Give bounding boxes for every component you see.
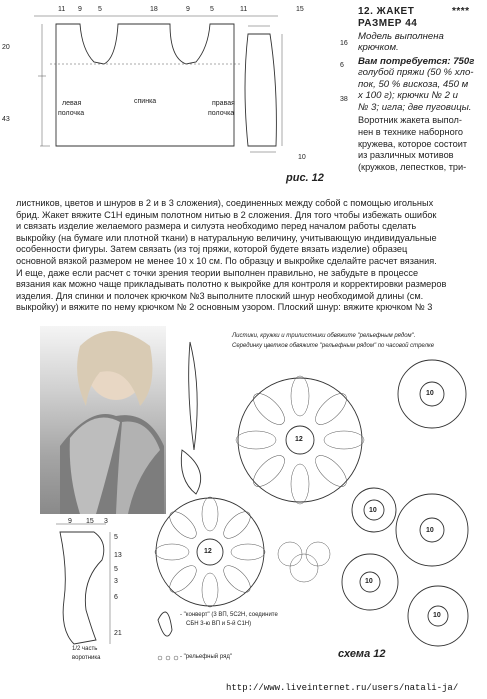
difficulty-stars: **** <box>452 6 470 17</box>
collar-label-1: 1/2 часть <box>72 646 98 652</box>
body-line: вязания как можно чаще прикладывать полотно к выкройке для контроля и корректировки размеров <box>16 279 447 290</box>
collar-dim-top-0: 9 <box>68 518 72 525</box>
body-line: выкройку (на бумаге или плотной ткани) в натуральную величину, учитывающую индивидуальные <box>16 232 437 243</box>
scheme-note-2: Серединку цветков обвяжите "рельефным рядом" по часовой стрелке <box>232 343 435 349</box>
figure-label: рис. 12 <box>286 172 324 184</box>
body-line: особенности фигуры. Затем связать (из тој пряжи, которой будете вязать изделие) образец <box>16 244 408 255</box>
instructions-body <box>16 198 482 314</box>
motif-number: 12 <box>204 548 212 555</box>
legend-convert-2: СБН 3-ю ВП и 5-й С1Н) <box>186 621 252 627</box>
trefoil-1 <box>278 542 330 582</box>
collar-dim-right-3: 3 <box>114 578 118 585</box>
legend-relief: - "рельефный ряд" <box>180 654 232 660</box>
motif-number: 10 <box>365 578 373 585</box>
motif-number: 10 <box>426 527 434 534</box>
motif-number: 10 <box>433 612 441 619</box>
motif-number: 12 <box>295 436 303 443</box>
dim-left-1: 43 <box>2 116 10 123</box>
materials-line: х 100 г); крючки № 2 и <box>358 90 458 102</box>
crochet-scheme <box>138 330 484 680</box>
materials-line: № 3; игла; две пуговицы. <box>358 101 472 113</box>
dim-top-3: 18 <box>150 6 158 13</box>
body-line: основной вязкой размером не менее 10 х 10 см. По образцу и выкройке сделайте расчет вязания. <box>16 255 437 266</box>
legend-convert-1: - "конверт" (3 ВП, 5С2Н, соедините <box>180 612 278 618</box>
collar-line: (кружков, лепестков, три- <box>358 162 467 173</box>
dim-top-6: 11 <box>240 6 248 13</box>
body-line: брид. Жакет вяжите С1Н единым полотном нитью в 2 сложения. Для того чтобы избежать ошибок <box>16 209 437 220</box>
body-line: изделия. Для спинки и полочек крючком №3 выполните плоский шнур необходимой длины (см. <box>16 290 424 301</box>
collar-dim-right-5: 21 <box>114 630 122 637</box>
collar-dim-top-2: 3 <box>104 518 108 525</box>
dim-top-1: 9 <box>78 6 82 13</box>
dim-top-0: 11 <box>58 6 66 13</box>
collar-line: из различных мотивов <box>358 150 454 161</box>
body-line: и связать изделие желаемого размера и силуэта необходимо перед началом работы сделать <box>16 221 417 232</box>
sleeve-dim-2: 6 <box>340 62 344 69</box>
collar-label-2: воротника <box>72 655 101 661</box>
body-line: И еще, даже если расчет с точки зрения теории выполнен правильно, не забудьте в процессе <box>16 267 419 278</box>
sleeve-dim-4: 10 <box>298 154 306 161</box>
dim-left-0: 20 <box>2 44 10 51</box>
dim-top-5: 5 <box>210 6 214 13</box>
motif-number: 10 <box>426 390 434 397</box>
materials <box>358 56 482 113</box>
materials-line: пок, 50 % вискоза, 450 м <box>358 78 469 90</box>
label-right-front-2: полочка <box>208 110 235 117</box>
intro-line: Модель выполнена <box>358 31 444 42</box>
sleeve-dim-3: 38 <box>340 96 348 103</box>
sleeve-dim-0: 15 <box>296 6 304 13</box>
intro-line: крючком. <box>358 42 399 54</box>
scheme-label: схема 12 <box>338 648 386 660</box>
body-line: листников, цветов и шнуров в 2 и в 3 сложения), соединенных между собой с помощью игольных <box>16 198 434 208</box>
pattern-intro <box>358 31 480 54</box>
body-line: выкройку) и вяжите по нему крючком № 2 основным узором. Плоский шнур: вяжите крючком № 3 <box>16 302 433 313</box>
collar-dim-right-1: 13 <box>114 552 122 559</box>
label-left-front-2: полочка <box>58 110 85 117</box>
sleeve-dim-1: 16 <box>340 40 348 47</box>
collar-line: Воротник жакета выпол- <box>358 115 462 125</box>
collar-dim-right-4: 6 <box>114 594 118 601</box>
collar-line: нен в технике наборного <box>358 126 463 137</box>
footer-url[interactable]: http://www.liveinternet.ru/users/natali-ja/ <box>226 683 459 693</box>
collar-line: кружева, которое состоит <box>358 138 468 149</box>
materials-line: Вам потребуется: 750г <box>358 56 475 67</box>
collar-description <box>358 115 482 174</box>
materials-line: голубой пряжи (50 % хло- <box>358 67 474 79</box>
pattern-title: 12. ЖАКЕТ <box>358 6 415 17</box>
pattern-size: РАЗМЕР 44 <box>358 18 418 29</box>
motif-number: 10 <box>369 507 377 514</box>
dim-top-4: 9 <box>186 6 190 13</box>
collar-dim-top-1: 15 <box>86 518 94 525</box>
label-right-front-1: правая <box>212 100 235 107</box>
collar-dim-right-0: 5 <box>114 534 118 541</box>
dim-top-2: 5 <box>98 6 102 13</box>
collar-dim-right-2: 5 <box>114 566 118 573</box>
label-back: спинка <box>134 98 157 105</box>
scheme-note-1: Листики, кружки и трилистники обвяжите "рельефным рядом". <box>232 333 416 339</box>
collar-diagram <box>52 520 112 660</box>
label-left-front-1: левая <box>62 100 82 107</box>
